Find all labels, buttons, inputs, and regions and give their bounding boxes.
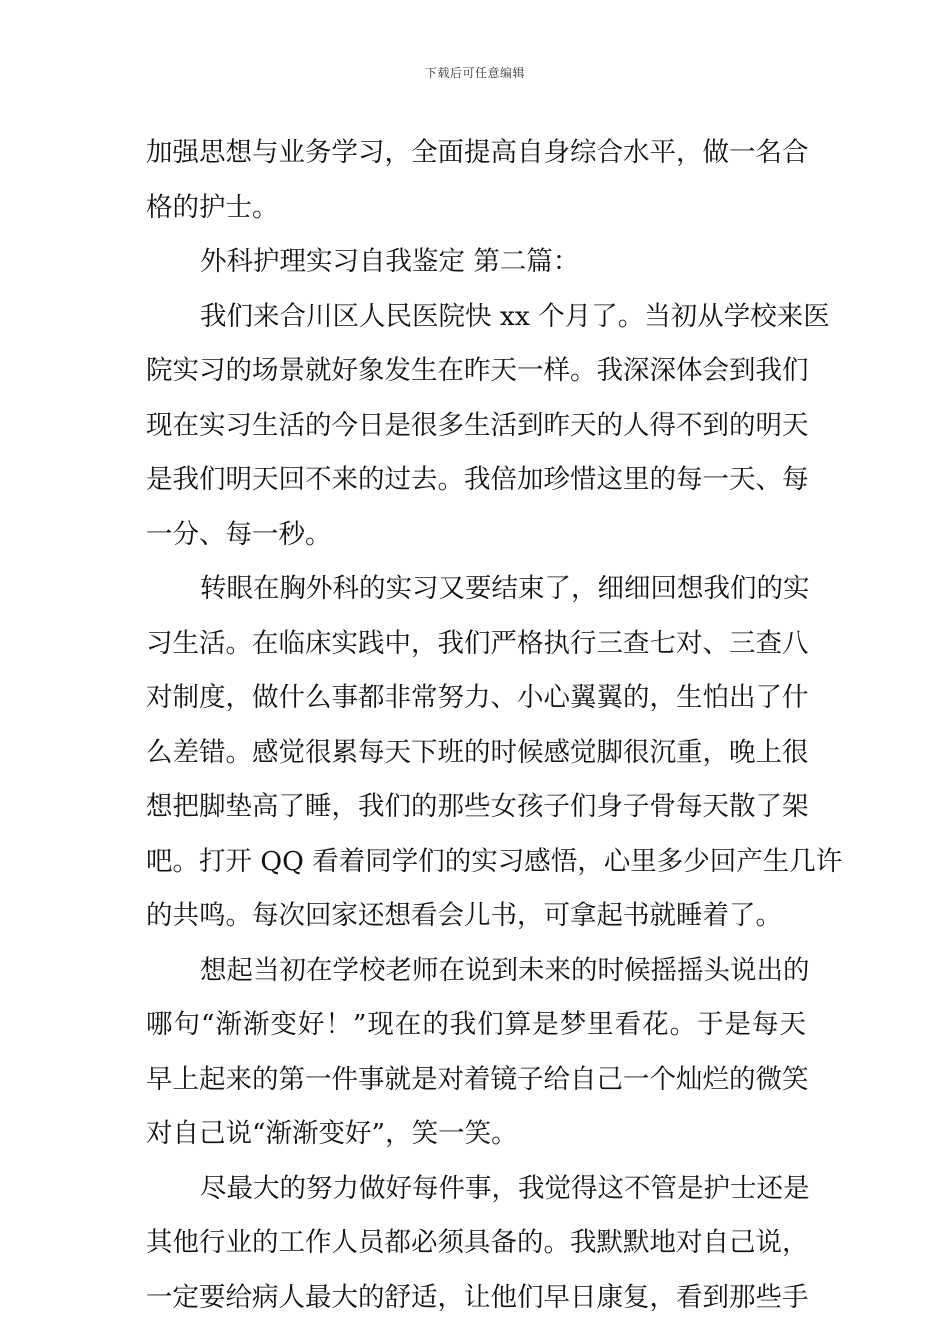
- text-line: 加强思想与业务学习，全面提高自身综合水平，做一名合: [146, 137, 809, 168]
- text-line: 格的护士。: [146, 191, 279, 223]
- text-line: 现在实习生活的今日是很多生活到昨天的人得不到的明天: [146, 409, 809, 441]
- text-line: 我们来合川区人民医院快 xx 个月了。当初从学校来医: [200, 300, 830, 332]
- text-line: 想起当初在学校老师在说到未来的时候摇摇头说出的: [200, 954, 810, 986]
- text-line: 想把脚垫高了睡，我们的那些女孩子们身子骨每天散了架: [146, 791, 809, 822]
- text-line: 其他行业的工作人员都必须具备的。我默默地对自己说，: [146, 1227, 809, 1258]
- section-heading: 外科护理实习自我鉴定 第二篇：: [200, 246, 580, 277]
- document-body: [146, 126, 843, 1325]
- text-line: 一分、每一秒。: [146, 518, 332, 550]
- text-line: 么差错。感觉很累每天下班的时候感觉脚很沉重，晚上很: [146, 736, 809, 768]
- text-line: 对制度，做什么事都非常努力、小心翼翼的，生怕出了什: [146, 682, 809, 713]
- text-line: 早上起来的第一件事就是对着镜子给自己一个灿烂的微笑: [146, 1063, 809, 1095]
- text-line: 转眼在胸外科的实习又要结束了，细细回想我们的实: [200, 573, 810, 604]
- text-line: 一定要给病人最大的舒适，让他们早日康复，看到那些手: [146, 1281, 809, 1313]
- text-line: 院实习的场景就好象发生在昨天一样。我深深体会到我们: [146, 355, 809, 386]
- text-line: 的共鸣。每次回家还想看会儿书，可拿起书就睡着了。: [146, 900, 782, 931]
- text-line: 习生活。在临床实践中，我们严格执行三查七对、三查八: [146, 627, 809, 659]
- text-line: 尽最大的努力做好每件事，我觉得这不管是护士还是: [200, 1172, 810, 1204]
- page-header: 下载后可任意编辑: [424, 66, 525, 80]
- text-line: 是我们明天回不来的过去。我倍加珍惜这里的每一天、每: [146, 464, 809, 495]
- text-line: 对自己说“渐渐变好”，笑一笑。: [146, 1118, 518, 1149]
- text-line: 吧。打开 QQ 看着同学们的实习感悟，心里多少回产生几许: [146, 845, 843, 877]
- text-line: 哪句“渐渐变好！”现在的我们算是梦里看花。于是每天: [146, 1009, 806, 1040]
